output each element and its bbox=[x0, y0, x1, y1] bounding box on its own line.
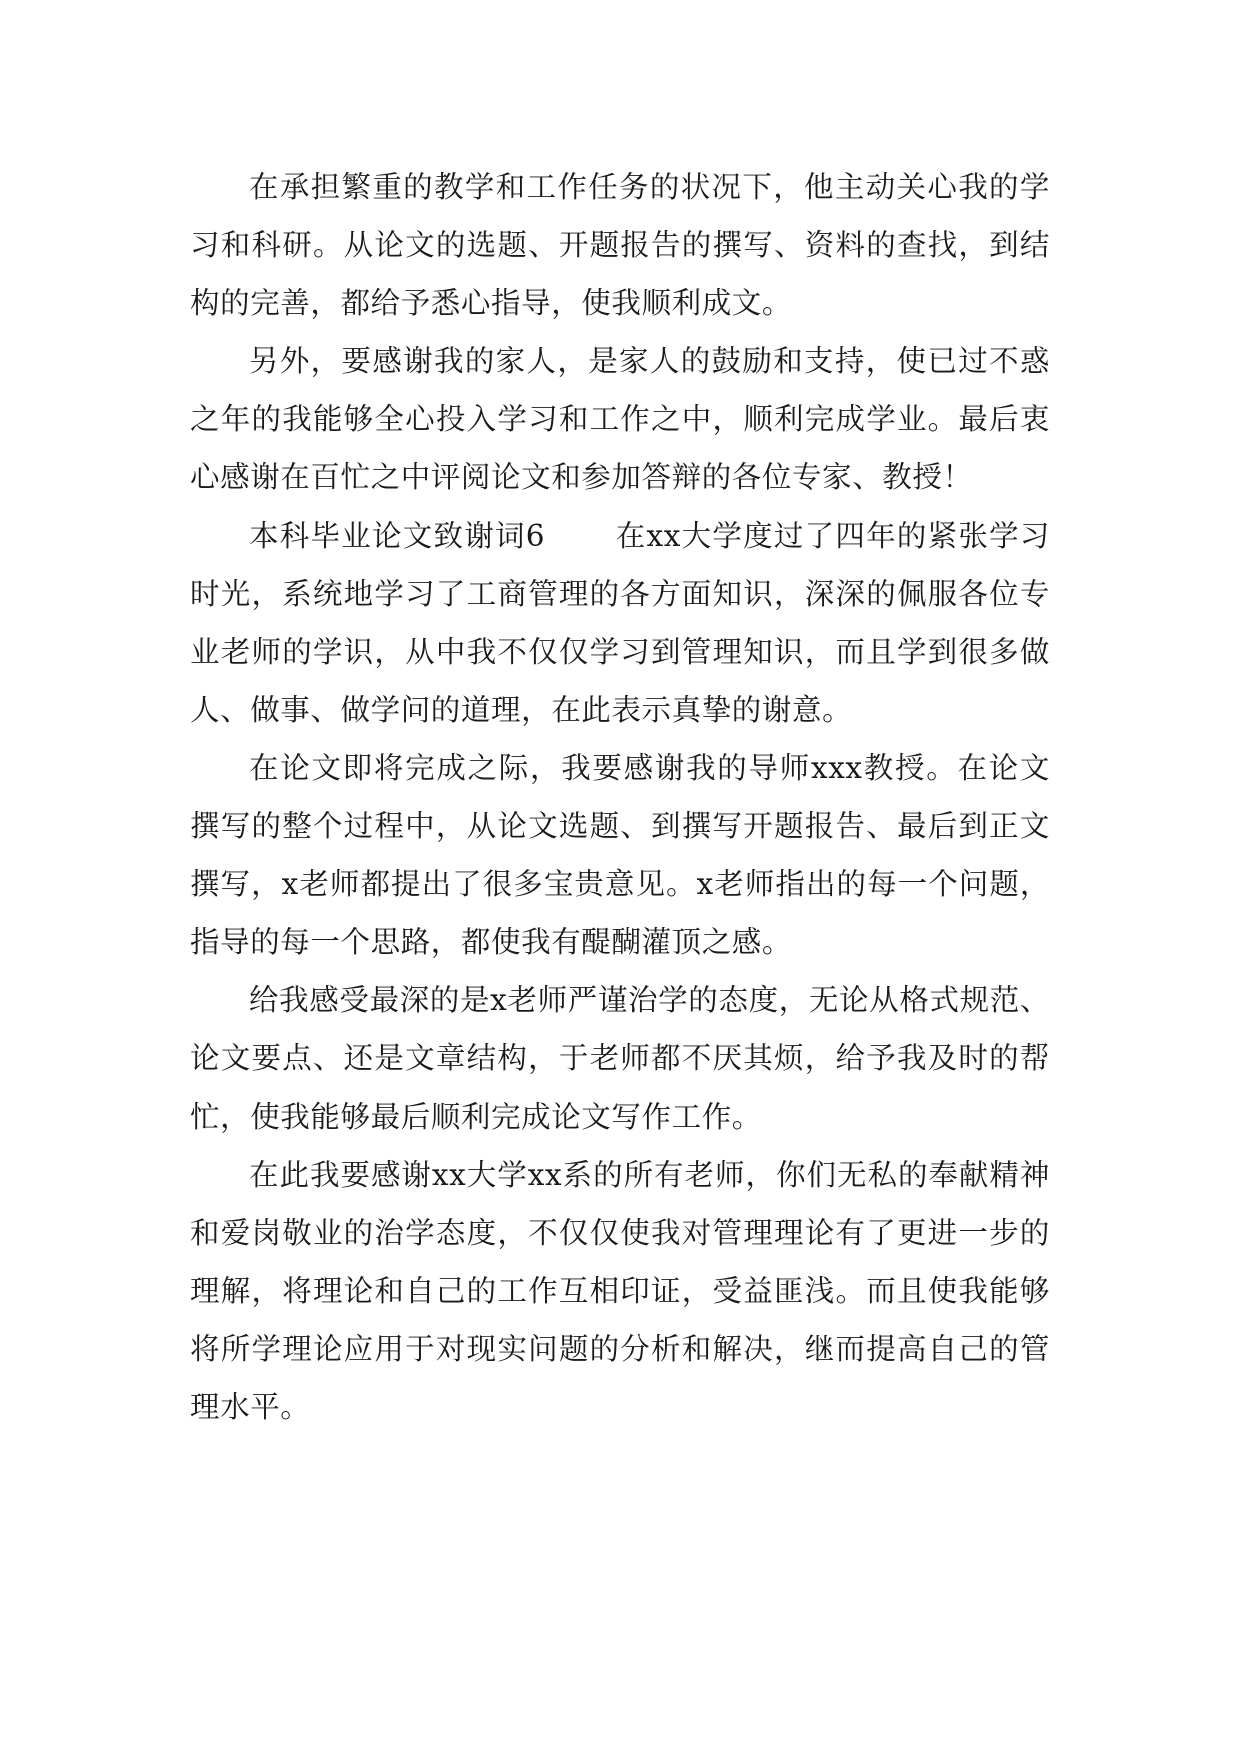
paragraph-family-thanks: 另外，要感谢我的家人，是家人的鼓励和支持，使已过不惑之年的我能够全心投入学习和工作之中，顺利完成学业。最后衷心感谢在百忙之中评阅论文和参加答辩的各位专家、教授！ bbox=[190, 344, 1050, 495]
document-body bbox=[190, 158, 1050, 1436]
paragraph-section-6 bbox=[190, 507, 1050, 739]
paragraph-thesis-advisor: 在论文即将完成之际，我要感谢我的导师xxx教授。在论文撰写的整个过程中，从论文选题、到撰写开题报告、最后到正文撰写，x老师都提出了很多宝贵意见。x老师指出的每一个问题，指导的每一个思路，都使我有醍醐灌顶之感。 bbox=[190, 750, 1050, 960]
section-heading: 本科毕业论文致谢词6 bbox=[249, 518, 546, 553]
paragraph-department-thanks: 在此我要感谢xx大学xx系的所有老师，你们无私的奉献精神和爱岗敬业的治学态度，不仅仅使我对管理理论有了更进一步的理解，将理论和自己的工作互相印证，受益匪浅。而且使我能够将所学理论应用于对现实问题的分析和解决，继而提高自己的管理水平。 bbox=[190, 1157, 1050, 1424]
paragraph-advisor-guidance: 在承担繁重的教学和工作任务的状况下，他主动关心我的学习和科研。从论文的选题、开题报告的撰写、资料的查找，到结构的完善，都给予悉心指导，使我顺利成文。 bbox=[190, 170, 1050, 321]
paragraph-rigorous-attitude: 给我感受最深的是x老师严谨治学的态度，无论从格式规范、论文要点、还是文章结构，于老师都不厌其烦，给予我及时的帮忙，使我能够最后顺利完成论文写作工作。 bbox=[190, 983, 1050, 1134]
section-first-paragraph: 在xx大学度过了四年的紧张学习时光，系统地学习了工商管理的各方面知识，深深的佩服各位专业老师的学识，从中我不仅仅学习到管理知识，而且学到很多做人、做事、做学问的道理，在此表示真挚的谢意。 bbox=[190, 518, 1050, 727]
